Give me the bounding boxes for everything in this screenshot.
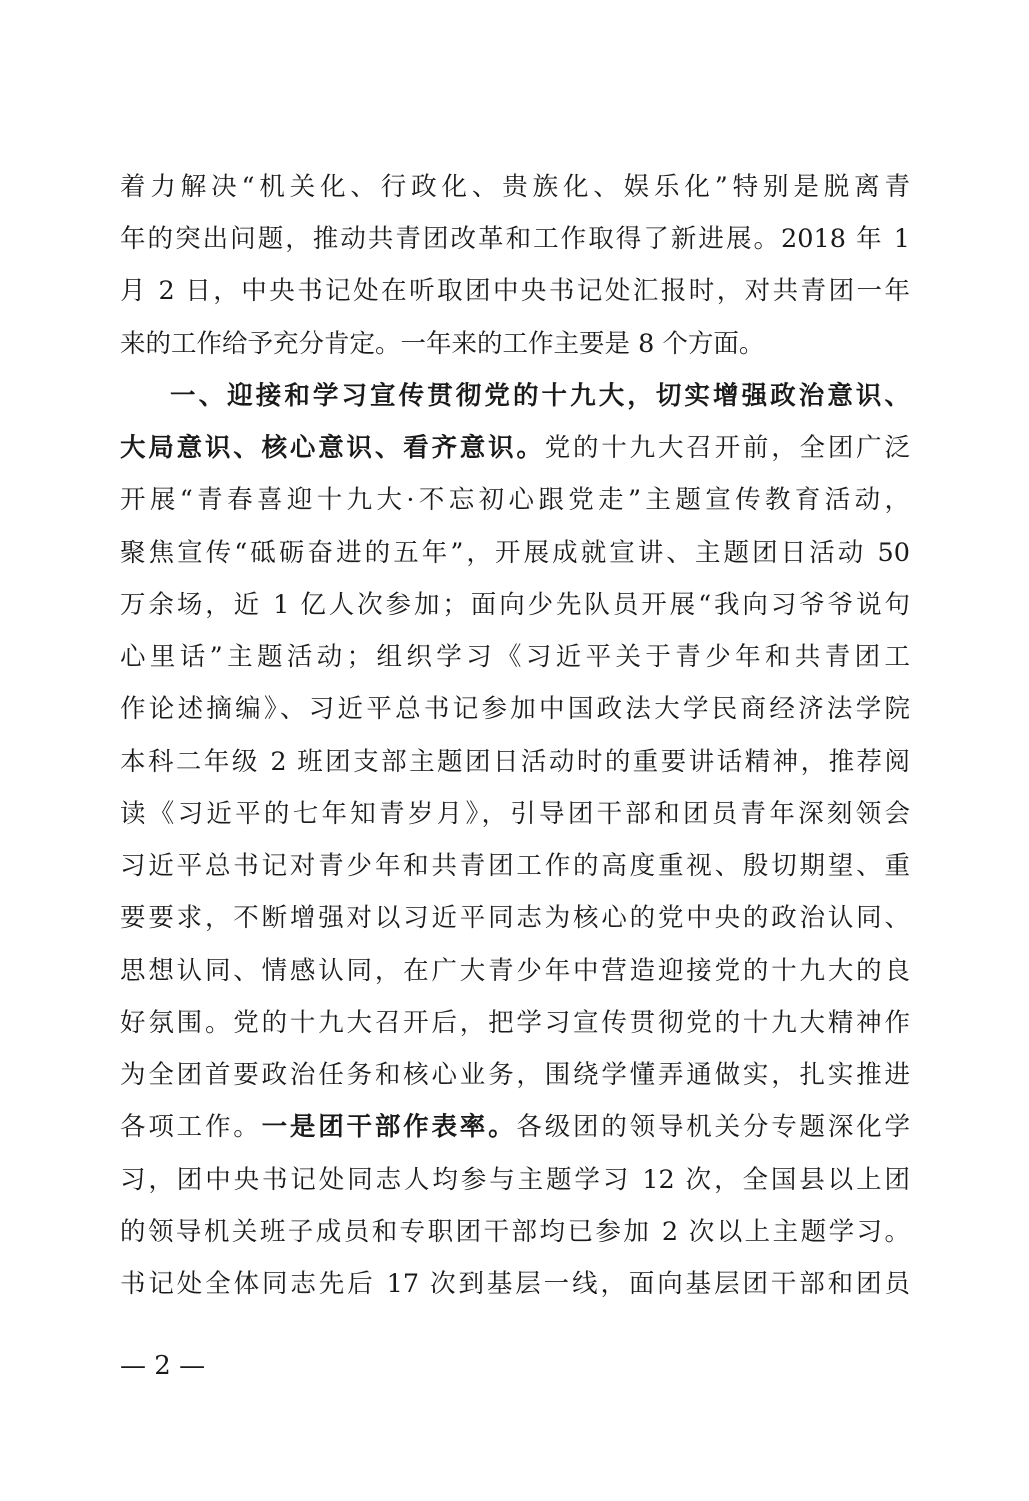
- text-line-17: 好氛围。党的十九大召开后，把学习宣传贯彻党的十九大精神作: [120, 1008, 910, 1038]
- subpoint-bold: 一是团干部作表率。: [261, 1112, 517, 1142]
- text-line-8: 聚焦宣传“砥砺奋进的五年”，开展成就宣讲、主题团日活动 50: [120, 538, 910, 568]
- text-line-20: 习，团中央书记处同志人均参与主题学习 12 次，全国县以上团: [120, 1165, 910, 1195]
- section-heading-line-2: 大局意识、核心意识、看齐意识。党的十九大召开前，全团广泛: [120, 433, 910, 463]
- text-line-16: 思想认同、情感认同，在广大青少年中营造迎接党的十九大的良: [120, 956, 910, 986]
- text-line-3: 月 2 日，中央书记处在听取团中央书记处汇报时，对共青团一年: [120, 276, 910, 306]
- text-line-22: 书记处全体同志先后 17 次到基层一线，面向基层团干部和团员: [120, 1269, 910, 1299]
- text-line-4: 来的工作给予充分肯定。一年来的工作主要是 8 个方面。: [120, 329, 765, 359]
- section-heading-line-1: 一、迎接和学习宣传贯彻党的十九大，切实增强政治意识、: [170, 381, 910, 411]
- text-line-18: 为全团首要政治任务和核心业务，围绕学懂弄通做实，扎实推进: [120, 1060, 910, 1090]
- page-number: — 2 —: [120, 1351, 206, 1381]
- section-heading-bold: 大局意识、核心意识、看齐意识。: [120, 433, 545, 463]
- text-line-15: 要要求，不断增强对以习近平同志为核心的党中央的政治认同、: [120, 903, 910, 933]
- text-line-10: 心里话”主题活动；组织学习《习近平关于青少年和共青团工: [120, 642, 910, 672]
- text-line-1: 着力解决“机关化、行政化、贵族化、娱乐化”特别是脱离青: [120, 172, 910, 202]
- text-line-11: 作论述摘编》、习近平总书记参加中国政法大学民商经济法学院: [120, 694, 910, 724]
- text-line-13: 读《习近平的七年知青岁月》，引导团干部和团员青年深刻领会: [120, 799, 910, 829]
- text-line-21: 的领导机关班子成员和专职团干部均已参加 2 次以上主题学习。: [120, 1217, 910, 1247]
- text-line-7: 开展“青春喜迎十九大·不忘初心跟党走”主题宣传教育活动，: [120, 485, 910, 515]
- text-line-14: 习近平总书记对青少年和共青团工作的高度重视、殷切期望、重: [120, 851, 910, 881]
- text-line-2: 年的突出问题，推动共青团改革和工作取得了新进展。2018 年 1: [120, 224, 910, 254]
- text-line-19: 各项工作。一是团干部作表率。各级团的领导机关分专题深化学: [120, 1112, 910, 1142]
- text-line-9: 万余场，近 1 亿人次参加；面向少先队员开展“我向习爷爷说句: [120, 590, 910, 620]
- text-line-12: 本科二年级 2 班团支部主题团日活动时的重要讲话精神，推荐阅: [120, 747, 910, 777]
